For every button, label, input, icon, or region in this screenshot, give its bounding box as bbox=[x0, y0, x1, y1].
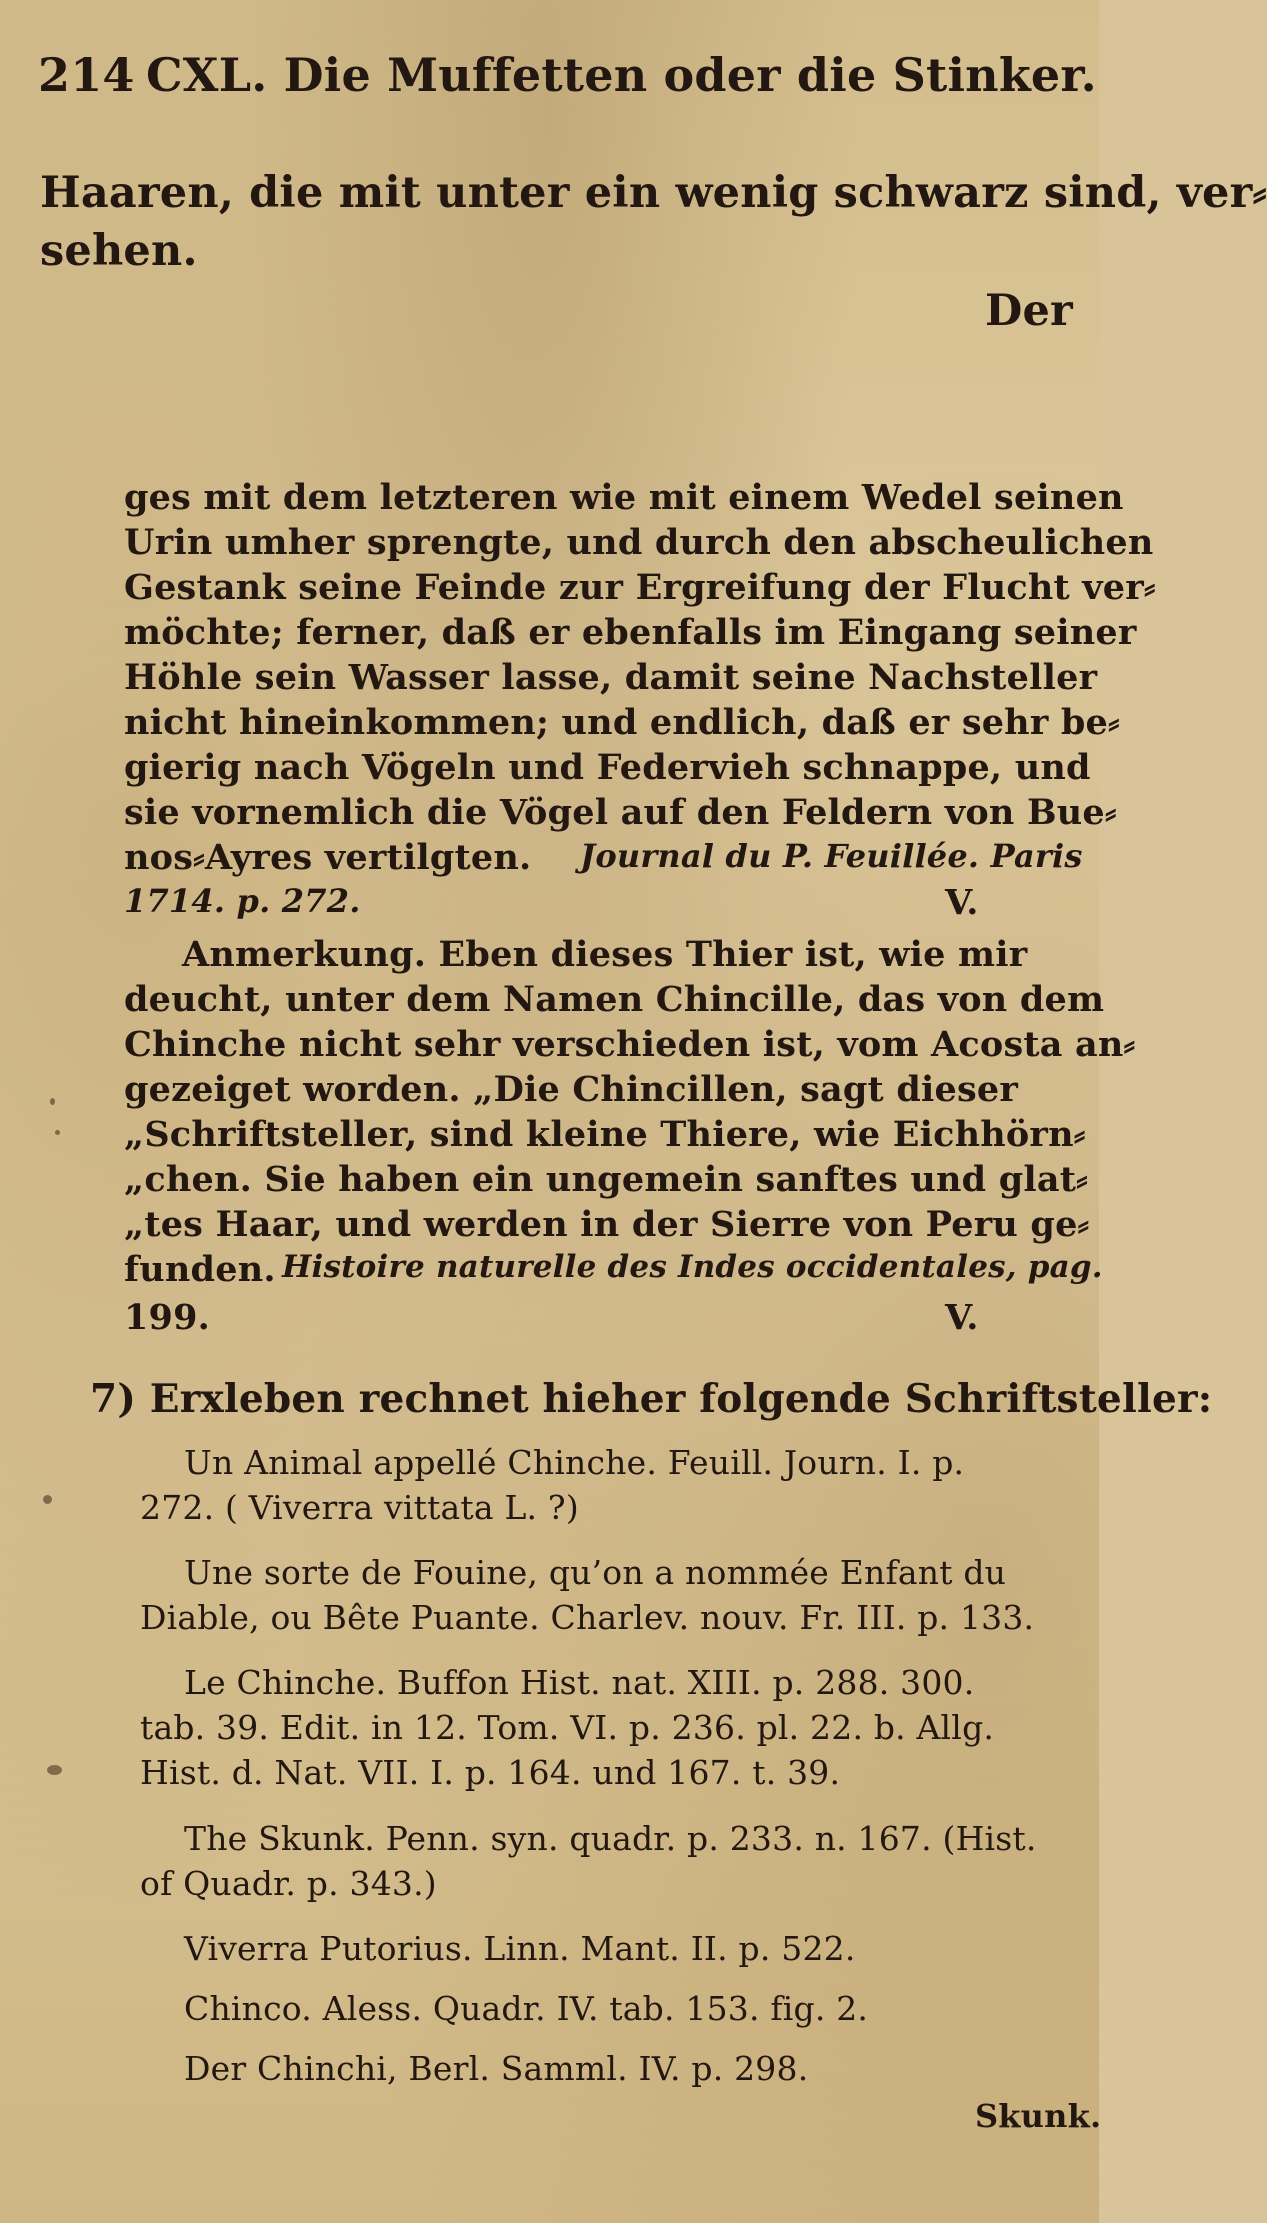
paragraph2-line-8: funden. bbox=[124, 1249, 276, 1290]
ref4-line-2: of Quadr. p. 343.) bbox=[140, 1864, 437, 1903]
page-number: 214 bbox=[38, 48, 135, 102]
paragraph1-line-3: Gestank seine Feinde zur Ergreifung der Flucht ver⸗ bbox=[124, 567, 1156, 608]
paragraph2-line-3: Chinche nicht sehr verschieden ist, vom Acosta an⸗ bbox=[124, 1024, 1136, 1065]
paragraph2-line-1: Anmerkung. Eben dieses Thier ist, wie mir bbox=[182, 934, 1028, 975]
paragraph2-line-2: deucht, unter dem Namen Chincille, das von dem bbox=[124, 979, 1105, 1020]
paragraph1-line-2: Urin umher sprengte, und durch den abscheulichen bbox=[124, 522, 1154, 563]
paragraph1-line-8: sie vornemlich die Vögel auf den Feldern von Bue⸗ bbox=[124, 792, 1117, 833]
paragraph2-line-4: gezeiget worden. „Die Chincillen, sagt dieser bbox=[124, 1069, 1018, 1110]
paragraph1-line-7: gierig nach Vögeln und Federvieh schnappe, und bbox=[124, 747, 1091, 788]
ink-speck bbox=[50, 1098, 55, 1105]
ref3-line-3: Hist. d. Nat. VII. I. p. 164. und 167. t. 39. bbox=[140, 1753, 841, 1792]
ref2-line-2: Diable, ou Bête Puante. Charlev. nouv. Fr. III. p. 133. bbox=[140, 1598, 1035, 1637]
paragraph1-signature: V. bbox=[945, 882, 979, 923]
paragraph2-line-7: „tes Haar, und werden in der Sierre von Peru ge⸗ bbox=[124, 1204, 1090, 1245]
ref5-line-1: Viverra Putorius. Linn. Mant. II. p. 522. bbox=[184, 1929, 856, 1968]
paragraph2-signature: V. bbox=[945, 1297, 979, 1338]
catchword-bottom: Skunk. bbox=[975, 2097, 1102, 2135]
paragraph1-line-1: ges mit dem letzteren wie mit einem Wedel seinen bbox=[124, 477, 1124, 518]
ink-speck bbox=[47, 1765, 62, 1775]
ref3-line-2: tab. 39. Edit. in 12. Tom. VI. p. 236. pl. 22. b. Allg. bbox=[140, 1708, 995, 1747]
paragraph2-citation: Histoire naturelle des Indes occidentales, pag. bbox=[282, 1249, 1103, 1285]
ref1-line-2: 272. ( Viverra vittata L. ?) bbox=[140, 1488, 579, 1527]
ref1-line-1: Un Animal appellé Chinche. Feuill. Journ. I. p. bbox=[184, 1443, 965, 1482]
ref6-line-1: Chinco. Aless. Quadr. IV. tab. 153. fig. 2. bbox=[184, 1989, 869, 2028]
ref4-line-1: The Skunk. Penn. syn. quadr. p. 233. n. 167. (Hist. bbox=[184, 1819, 1037, 1858]
catchword-top: Der bbox=[985, 286, 1073, 336]
ink-speck bbox=[43, 1495, 52, 1504]
running-title: CXL. Die Muffetten oder die Stinker. bbox=[146, 48, 1097, 102]
paragraph2-citation-end: 199. bbox=[124, 1297, 211, 1338]
paragraph2-line-6: „chen. Sie haben ein ungemein sanftes und glat⸗ bbox=[124, 1159, 1088, 1200]
paragraph1-line-5: Höhle sein Wasser lasse, damit seine Nachsteller bbox=[124, 657, 1098, 698]
paragraph1-line-9: nos⸗Ayres vertilgten. bbox=[124, 837, 532, 878]
ref2-line-1: Une sorte de Fouine, qu’on a nommée Enfant du bbox=[184, 1553, 1007, 1592]
ref3-line-1: Le Chinche. Buffon Hist. nat. XIII. p. 288. 300. bbox=[184, 1663, 975, 1702]
paragraph1-line-4: möchte; ferner, daß er ebenfalls im Eingang seiner bbox=[124, 612, 1137, 653]
paragraph1-line-6: nicht hineinkommen; und endlich, daß er sehr be⸗ bbox=[124, 702, 1120, 743]
paragraph1-citation: Journal du P. Feuillée. Paris bbox=[580, 837, 1083, 875]
ref7-line-1: Der Chinchi, Berl. Samml. IV. p. 298. bbox=[184, 2049, 809, 2088]
top-line-2: sehen. bbox=[40, 226, 198, 276]
section7-lead: 7) Erxleben rechnet hieher folgende Schriftsteller: bbox=[90, 1376, 1213, 1422]
paragraph1-citation-end: 1714. p. 272. bbox=[124, 882, 361, 920]
top-line-1: Haaren, die mit unter ein wenig schwarz sind, ver⸗ bbox=[40, 168, 1267, 218]
ink-speck bbox=[55, 1130, 60, 1135]
paragraph2-line-5: „Schriftsteller, sind kleine Thiere, wie Eichhörn⸗ bbox=[124, 1114, 1086, 1155]
